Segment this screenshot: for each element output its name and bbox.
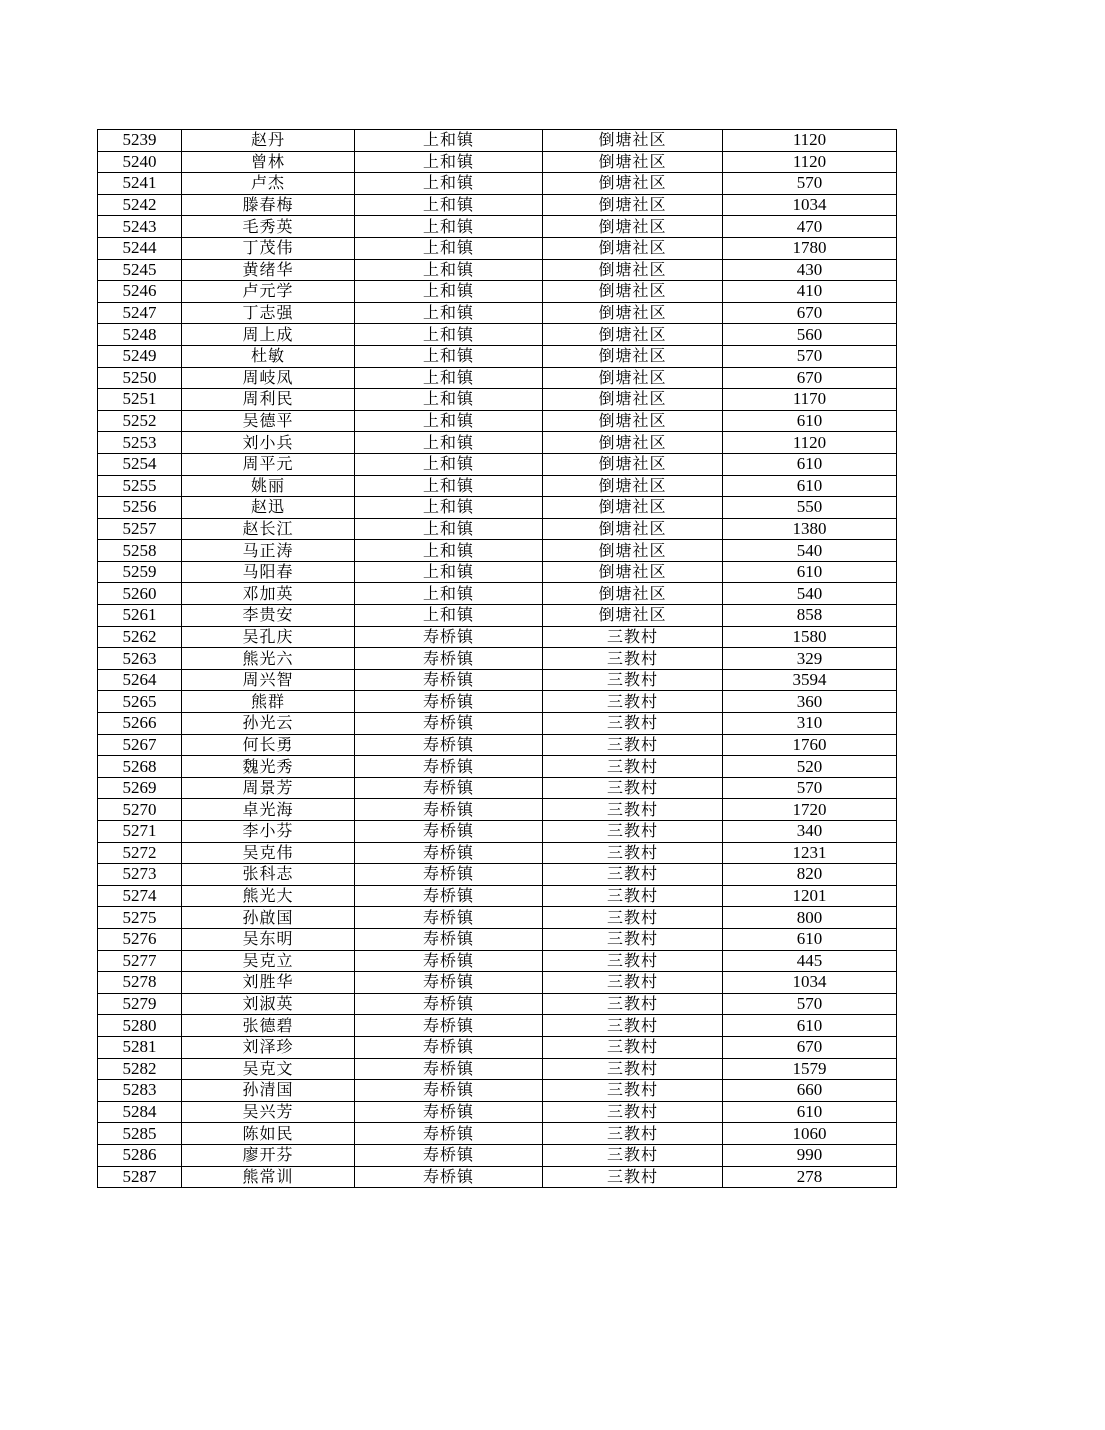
table-row — [98, 885, 897, 907]
amount-cell: 1034 — [723, 972, 897, 994]
row-number-cell: 5265 — [98, 691, 182, 713]
row-number-cell: 5241 — [98, 173, 182, 195]
town-cell: 寿桥镇 — [355, 669, 543, 691]
community-cell: 倒塘社区 — [543, 216, 723, 238]
town-cell: 上和镇 — [355, 302, 543, 324]
table-row — [98, 432, 897, 454]
amount-cell: 670 — [723, 1036, 897, 1058]
row-number-cell: 5239 — [98, 130, 182, 152]
name-cell: 曾林 — [182, 151, 355, 173]
table-row — [98, 281, 897, 303]
name-cell: 熊光六 — [182, 648, 355, 670]
row-number-cell: 5258 — [98, 540, 182, 562]
community-cell: 三教村 — [543, 669, 723, 691]
community-cell: 三教村 — [543, 756, 723, 778]
table-row — [98, 130, 897, 152]
table-body — [98, 130, 897, 1188]
town-cell: 寿桥镇 — [355, 648, 543, 670]
amount-cell: 570 — [723, 345, 897, 367]
name-cell: 赵迅 — [182, 497, 355, 519]
table-row — [98, 950, 897, 972]
town-cell: 上和镇 — [355, 151, 543, 173]
town-cell: 上和镇 — [355, 281, 543, 303]
community-cell: 倒塘社区 — [543, 389, 723, 411]
community-cell: 三教村 — [543, 626, 723, 648]
name-cell: 吴克文 — [182, 1058, 355, 1080]
table-row — [98, 1036, 897, 1058]
community-cell: 三教村 — [543, 713, 723, 735]
table-row — [98, 410, 897, 432]
row-number-cell: 5250 — [98, 367, 182, 389]
row-number-cell: 5277 — [98, 950, 182, 972]
community-cell: 倒塘社区 — [543, 302, 723, 324]
community-cell: 三教村 — [543, 864, 723, 886]
row-number-cell: 5242 — [98, 194, 182, 216]
table-row — [98, 518, 897, 540]
amount-cell: 570 — [723, 173, 897, 195]
amount-cell: 278 — [723, 1166, 897, 1188]
name-cell: 吴兴芳 — [182, 1101, 355, 1123]
row-number-cell: 5240 — [98, 151, 182, 173]
name-cell: 熊光大 — [182, 885, 355, 907]
table-row — [98, 993, 897, 1015]
row-number-cell: 5256 — [98, 497, 182, 519]
amount-cell: 570 — [723, 993, 897, 1015]
table-row — [98, 626, 897, 648]
town-cell: 上和镇 — [355, 237, 543, 259]
town-cell: 上和镇 — [355, 518, 543, 540]
amount-cell: 1579 — [723, 1058, 897, 1080]
table-row — [98, 216, 897, 238]
community-cell: 三教村 — [543, 821, 723, 843]
table-row — [98, 583, 897, 605]
town-cell: 上和镇 — [355, 540, 543, 562]
town-cell: 寿桥镇 — [355, 907, 543, 929]
town-cell: 寿桥镇 — [355, 1015, 543, 1037]
town-cell: 上和镇 — [355, 194, 543, 216]
town-cell: 上和镇 — [355, 216, 543, 238]
community-cell: 三教村 — [543, 1123, 723, 1145]
amount-cell: 858 — [723, 605, 897, 627]
community-cell: 三教村 — [543, 799, 723, 821]
table-row — [98, 237, 897, 259]
amount-cell: 1034 — [723, 194, 897, 216]
row-number-cell: 5259 — [98, 561, 182, 583]
name-cell: 陈如民 — [182, 1123, 355, 1145]
town-cell: 上和镇 — [355, 367, 543, 389]
town-cell: 寿桥镇 — [355, 1101, 543, 1123]
name-cell: 刘小兵 — [182, 432, 355, 454]
table-row — [98, 907, 897, 929]
amount-cell: 1201 — [723, 885, 897, 907]
row-number-cell: 5260 — [98, 583, 182, 605]
table-row — [98, 1080, 897, 1102]
row-number-cell: 5245 — [98, 259, 182, 281]
name-cell: 吴东明 — [182, 928, 355, 950]
table-row — [98, 540, 897, 562]
name-cell: 张科志 — [182, 864, 355, 886]
amount-cell: 1120 — [723, 130, 897, 152]
row-number-cell: 5270 — [98, 799, 182, 821]
table-row — [98, 1123, 897, 1145]
town-cell: 寿桥镇 — [355, 1144, 543, 1166]
name-cell: 卢元学 — [182, 281, 355, 303]
town-cell: 上和镇 — [355, 389, 543, 411]
amount-cell: 540 — [723, 583, 897, 605]
amount-cell: 360 — [723, 691, 897, 713]
town-cell: 上和镇 — [355, 130, 543, 152]
name-cell: 丁茂伟 — [182, 237, 355, 259]
table-row — [98, 259, 897, 281]
name-cell: 李小芬 — [182, 821, 355, 843]
community-cell: 倒塘社区 — [543, 173, 723, 195]
row-number-cell: 5272 — [98, 842, 182, 864]
town-cell: 上和镇 — [355, 432, 543, 454]
name-cell: 卢杰 — [182, 173, 355, 195]
community-cell: 倒塘社区 — [543, 259, 723, 281]
name-cell: 周景芳 — [182, 777, 355, 799]
table-row — [98, 864, 897, 886]
amount-cell: 660 — [723, 1080, 897, 1102]
community-cell: 倒塘社区 — [543, 324, 723, 346]
amount-cell: 1231 — [723, 842, 897, 864]
name-cell: 丁志强 — [182, 302, 355, 324]
table-row — [98, 842, 897, 864]
community-cell: 倒塘社区 — [543, 540, 723, 562]
row-number-cell: 5263 — [98, 648, 182, 670]
table-row — [98, 497, 897, 519]
community-cell: 三教村 — [543, 907, 723, 929]
row-number-cell: 5244 — [98, 237, 182, 259]
table-row — [98, 648, 897, 670]
name-cell: 何长勇 — [182, 734, 355, 756]
name-cell: 赵丹 — [182, 130, 355, 152]
table-row — [98, 453, 897, 475]
table-row — [98, 389, 897, 411]
table-row — [98, 173, 897, 195]
community-cell: 倒塘社区 — [543, 583, 723, 605]
community-cell: 三教村 — [543, 1166, 723, 1188]
town-cell: 上和镇 — [355, 605, 543, 627]
community-cell: 三教村 — [543, 972, 723, 994]
row-number-cell: 5281 — [98, 1036, 182, 1058]
amount-cell: 990 — [723, 1144, 897, 1166]
town-cell: 寿桥镇 — [355, 993, 543, 1015]
amount-cell: 670 — [723, 367, 897, 389]
name-cell: 周兴智 — [182, 669, 355, 691]
town-cell: 寿桥镇 — [355, 1058, 543, 1080]
table-row — [98, 1144, 897, 1166]
community-cell: 倒塘社区 — [543, 410, 723, 432]
row-number-cell: 5252 — [98, 410, 182, 432]
community-cell: 三教村 — [543, 1036, 723, 1058]
amount-cell: 1120 — [723, 151, 897, 173]
name-cell: 孙清国 — [182, 1080, 355, 1102]
community-cell: 三教村 — [543, 1015, 723, 1037]
table-row — [98, 475, 897, 497]
community-cell: 三教村 — [543, 842, 723, 864]
table-row — [98, 367, 897, 389]
table-row — [98, 1015, 897, 1037]
community-cell: 倒塘社区 — [543, 605, 723, 627]
amount-cell: 1060 — [723, 1123, 897, 1145]
amount-cell: 520 — [723, 756, 897, 778]
town-cell: 寿桥镇 — [355, 777, 543, 799]
town-cell: 上和镇 — [355, 259, 543, 281]
name-cell: 廖开芬 — [182, 1144, 355, 1166]
row-number-cell: 5282 — [98, 1058, 182, 1080]
row-number-cell: 5248 — [98, 324, 182, 346]
community-cell: 倒塘社区 — [543, 281, 723, 303]
row-number-cell: 5246 — [98, 281, 182, 303]
row-number-cell: 5247 — [98, 302, 182, 324]
row-number-cell: 5254 — [98, 453, 182, 475]
town-cell: 寿桥镇 — [355, 842, 543, 864]
row-number-cell: 5278 — [98, 972, 182, 994]
row-number-cell: 5261 — [98, 605, 182, 627]
row-number-cell: 5287 — [98, 1166, 182, 1188]
table-row — [98, 972, 897, 994]
name-cell: 吴孔庆 — [182, 626, 355, 648]
table-row — [98, 324, 897, 346]
row-number-cell: 5262 — [98, 626, 182, 648]
name-cell: 邓加英 — [182, 583, 355, 605]
town-cell: 寿桥镇 — [355, 626, 543, 648]
row-number-cell: 5264 — [98, 669, 182, 691]
name-cell: 周平元 — [182, 453, 355, 475]
community-cell: 倒塘社区 — [543, 497, 723, 519]
community-cell: 三教村 — [543, 1080, 723, 1102]
name-cell: 马正涛 — [182, 540, 355, 562]
amount-cell: 1580 — [723, 626, 897, 648]
name-cell: 刘淑英 — [182, 993, 355, 1015]
amount-cell: 610 — [723, 1101, 897, 1123]
town-cell: 上和镇 — [355, 453, 543, 475]
name-cell: 周岐凤 — [182, 367, 355, 389]
row-number-cell: 5267 — [98, 734, 182, 756]
community-cell: 三教村 — [543, 885, 723, 907]
row-number-cell: 5268 — [98, 756, 182, 778]
town-cell: 上和镇 — [355, 475, 543, 497]
name-cell: 卓光海 — [182, 799, 355, 821]
table-row — [98, 151, 897, 173]
amount-cell: 1120 — [723, 432, 897, 454]
name-cell: 周利民 — [182, 389, 355, 411]
amount-cell: 800 — [723, 907, 897, 929]
table-row — [98, 756, 897, 778]
table-row — [98, 345, 897, 367]
row-number-cell: 5271 — [98, 821, 182, 843]
amount-cell: 570 — [723, 777, 897, 799]
row-number-cell: 5279 — [98, 993, 182, 1015]
table-row — [98, 605, 897, 627]
table-row — [98, 1058, 897, 1080]
amount-cell: 1170 — [723, 389, 897, 411]
town-cell: 上和镇 — [355, 324, 543, 346]
name-cell: 孙光云 — [182, 713, 355, 735]
name-cell: 魏光秀 — [182, 756, 355, 778]
row-number-cell: 5255 — [98, 475, 182, 497]
community-cell: 倒塘社区 — [543, 194, 723, 216]
amount-cell: 3594 — [723, 669, 897, 691]
town-cell: 寿桥镇 — [355, 756, 543, 778]
town-cell: 寿桥镇 — [355, 1123, 543, 1145]
community-cell: 倒塘社区 — [543, 453, 723, 475]
community-cell: 三教村 — [543, 1144, 723, 1166]
name-cell: 周上成 — [182, 324, 355, 346]
name-cell: 熊常训 — [182, 1166, 355, 1188]
table-row — [98, 734, 897, 756]
community-cell: 三教村 — [543, 777, 723, 799]
town-cell: 上和镇 — [355, 561, 543, 583]
amount-cell: 670 — [723, 302, 897, 324]
amount-cell: 540 — [723, 540, 897, 562]
name-cell: 刘泽珍 — [182, 1036, 355, 1058]
table-row — [98, 777, 897, 799]
town-cell: 寿桥镇 — [355, 734, 543, 756]
row-number-cell: 5284 — [98, 1101, 182, 1123]
name-cell: 吴克伟 — [182, 842, 355, 864]
amount-cell: 610 — [723, 453, 897, 475]
town-cell: 寿桥镇 — [355, 691, 543, 713]
amount-cell: 1720 — [723, 799, 897, 821]
amount-cell: 410 — [723, 281, 897, 303]
community-cell: 倒塘社区 — [543, 151, 723, 173]
row-number-cell: 5280 — [98, 1015, 182, 1037]
amount-cell: 550 — [723, 497, 897, 519]
amount-cell: 329 — [723, 648, 897, 670]
town-cell: 寿桥镇 — [355, 799, 543, 821]
town-cell: 上和镇 — [355, 410, 543, 432]
name-cell: 李贵安 — [182, 605, 355, 627]
table-row — [98, 713, 897, 735]
town-cell: 寿桥镇 — [355, 950, 543, 972]
amount-cell: 445 — [723, 950, 897, 972]
amount-cell: 1760 — [723, 734, 897, 756]
town-cell: 寿桥镇 — [355, 1166, 543, 1188]
amount-cell: 1780 — [723, 237, 897, 259]
name-cell: 赵长江 — [182, 518, 355, 540]
community-cell: 倒塘社区 — [543, 561, 723, 583]
town-cell: 上和镇 — [355, 173, 543, 195]
name-cell: 黄绪华 — [182, 259, 355, 281]
community-cell: 倒塘社区 — [543, 432, 723, 454]
amount-cell: 610 — [723, 1015, 897, 1037]
row-number-cell: 5285 — [98, 1123, 182, 1145]
table-row — [98, 691, 897, 713]
row-number-cell: 5276 — [98, 928, 182, 950]
table-row — [98, 1166, 897, 1188]
row-number-cell: 5274 — [98, 885, 182, 907]
town-cell: 寿桥镇 — [355, 1036, 543, 1058]
name-cell: 吴克立 — [182, 950, 355, 972]
name-cell: 杜敏 — [182, 345, 355, 367]
community-cell: 倒塘社区 — [543, 367, 723, 389]
row-number-cell: 5243 — [98, 216, 182, 238]
table-row — [98, 821, 897, 843]
town-cell: 寿桥镇 — [355, 821, 543, 843]
town-cell: 寿桥镇 — [355, 972, 543, 994]
community-cell: 三教村 — [543, 1058, 723, 1080]
town-cell: 寿桥镇 — [355, 1080, 543, 1102]
amount-cell: 340 — [723, 821, 897, 843]
town-cell: 寿桥镇 — [355, 885, 543, 907]
row-number-cell: 5269 — [98, 777, 182, 799]
row-number-cell: 5286 — [98, 1144, 182, 1166]
row-number-cell: 5275 — [98, 907, 182, 929]
town-cell: 上和镇 — [355, 345, 543, 367]
table-row — [98, 669, 897, 691]
name-cell: 孙啟国 — [182, 907, 355, 929]
community-cell: 倒塘社区 — [543, 345, 723, 367]
town-cell: 寿桥镇 — [355, 864, 543, 886]
amount-cell: 560 — [723, 324, 897, 346]
name-cell: 吴德平 — [182, 410, 355, 432]
community-cell: 倒塘社区 — [543, 237, 723, 259]
amount-cell: 610 — [723, 928, 897, 950]
town-cell: 寿桥镇 — [355, 928, 543, 950]
town-cell: 寿桥镇 — [355, 713, 543, 735]
community-cell: 倒塘社区 — [543, 130, 723, 152]
table-row — [98, 928, 897, 950]
table-row — [98, 799, 897, 821]
amount-cell: 610 — [723, 410, 897, 432]
town-cell: 上和镇 — [355, 497, 543, 519]
name-cell: 马阳春 — [182, 561, 355, 583]
name-cell: 张德碧 — [182, 1015, 355, 1037]
community-cell: 三教村 — [543, 1101, 723, 1123]
table-row — [98, 1101, 897, 1123]
amount-cell: 1380 — [723, 518, 897, 540]
name-cell: 姚丽 — [182, 475, 355, 497]
name-cell: 滕春梅 — [182, 194, 355, 216]
row-number-cell: 5266 — [98, 713, 182, 735]
community-cell: 倒塘社区 — [543, 518, 723, 540]
amount-cell: 820 — [723, 864, 897, 886]
community-cell: 三教村 — [543, 993, 723, 1015]
amount-cell: 610 — [723, 561, 897, 583]
row-number-cell: 5253 — [98, 432, 182, 454]
amount-cell: 610 — [723, 475, 897, 497]
table-row — [98, 302, 897, 324]
community-cell: 三教村 — [543, 691, 723, 713]
name-cell: 毛秀英 — [182, 216, 355, 238]
row-number-cell: 5283 — [98, 1080, 182, 1102]
community-cell: 三教村 — [543, 648, 723, 670]
amount-cell: 470 — [723, 216, 897, 238]
community-cell: 三教村 — [543, 950, 723, 972]
row-number-cell: 5273 — [98, 864, 182, 886]
community-cell: 三教村 — [543, 928, 723, 950]
name-cell: 熊群 — [182, 691, 355, 713]
town-cell: 上和镇 — [355, 583, 543, 605]
community-cell: 三教村 — [543, 734, 723, 756]
table-row — [98, 194, 897, 216]
amount-cell: 310 — [723, 713, 897, 735]
row-number-cell: 5257 — [98, 518, 182, 540]
row-number-cell: 5249 — [98, 345, 182, 367]
table-row — [98, 561, 897, 583]
community-cell: 倒塘社区 — [543, 475, 723, 497]
name-cell: 刘胜华 — [182, 972, 355, 994]
amount-cell: 430 — [723, 259, 897, 281]
data-table — [97, 129, 897, 1188]
row-number-cell: 5251 — [98, 389, 182, 411]
